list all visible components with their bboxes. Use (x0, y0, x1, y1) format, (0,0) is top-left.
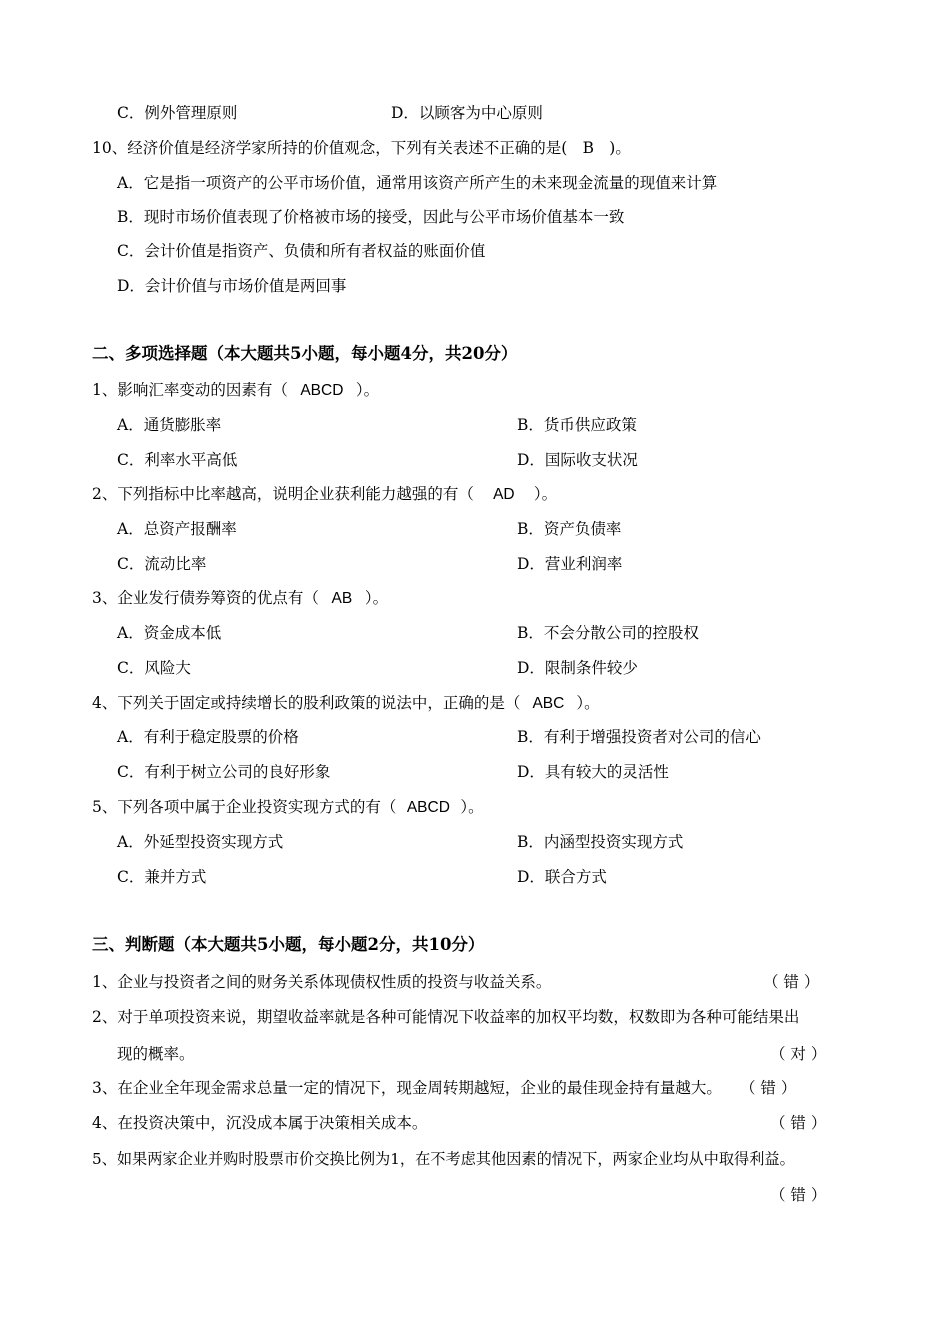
q10-option-a: A．它是指一项资产的公平市场价值，通常用该资产所产生的未来现金流量的现值来计算 (117, 174, 718, 192)
mc-q3-option-d: D．限制条件较少 (517, 659, 638, 677)
tf-q4-text: 4、在投资决策中，沉没成本属于决策相关成本。 (92, 1114, 428, 1132)
mc-q5-option-d: D．联合方式 (517, 868, 607, 886)
mc-q4-stem: 4、下列关于固定或持续增长的股利政策的说法中，正确的是（ ABC ）。 (92, 692, 600, 715)
mc-q5-stem: 5、下列各项中属于企业投资实现方式的有（ ABCD ）。 (92, 796, 484, 819)
mc-q5-option-a: A．外延型投资实现方式 (117, 833, 284, 851)
mc-q5-answer: ABCD (406, 799, 450, 816)
tf-q2-text: 2、对于单项投资来说，期望收益率就是各种可能情况下收益率的加权平均数，权数即为各种可能结果出 (92, 1008, 800, 1026)
q9-option-d: D．以顾客为中心原则 (391, 104, 543, 122)
mc-q3-stem: 3、企业发行债券筹资的优点有（ AB ）。 (92, 587, 388, 610)
tf-q1-mark: （ 错 ） (763, 973, 820, 991)
mc-q1-option-d: D．国际收支状况 (517, 451, 638, 469)
tf-q4-mark: （ 错 ） (770, 1114, 827, 1132)
mc-q2-stem: 2、下列指标中比率越高，说明企业获利能力越强的有（ AD ）。 (92, 483, 557, 506)
mc-q5-option-b: B．内涵型投资实现方式 (517, 833, 684, 851)
mc-q4-option-c: C．有利于树立公司的良好形象 (117, 763, 331, 781)
tf-q3-text: 3、在企业全年现金需求总量一定的情况下，现金周转期越短，企业的最佳现金持有量越大。 (92, 1079, 722, 1097)
q10-answer: B (582, 139, 594, 157)
mc-q1-stem: 1、影响汇率变动的因素有（ ABCD ）。 (92, 379, 379, 402)
mc-q2-option-d: D．营业利润率 (517, 555, 623, 573)
mc-q1-option-a: A．通货膨胀率 (117, 416, 222, 434)
q10-option-d: D．会计价值与市场价值是两回事 (117, 277, 347, 295)
mc-q4-option-d: D．具有较大的灵活性 (517, 763, 669, 781)
tf-q5-text: 5、如果两家企业并购时股票市价交换比例为1，在不考虑其他因素的情况下，两家企业均从中取得利益。 (92, 1150, 795, 1168)
mc-q2-option-c: C．流动比率 (117, 555, 207, 573)
mc-q4-option-a: A．有利于稳定股票的价格 (117, 728, 299, 746)
mc-q4-option-b: B．有利于增强投资者对公司的信心 (517, 728, 761, 746)
true-false-heading: 三、判断题（本大题共5小题，每小题2分，共10分） (92, 935, 485, 954)
mc-q2-option-b: B．资产负债率 (517, 520, 622, 538)
q10-option-c: C．会计价值是指资产、负债和所有者权益的账面价值 (117, 242, 486, 260)
tf-q3-mark: （ 错 ） (740, 1079, 797, 1097)
mc-q1-answer: ABCD (300, 382, 344, 399)
tf-q2-mark: （ 对 ） (770, 1045, 827, 1063)
q10-option-b: B．现时市场价值表现了价格被市场的接受，因此与公平市场价值基本一致 (117, 208, 625, 226)
tf-q5-mark: （ 错 ） (770, 1186, 827, 1204)
q10-stem: 10、经济价值是经济学家所持的价值观念，下列有关表述不正确的是( B )。 (92, 139, 631, 157)
multi-choice-heading: 二、多项选择题（本大题共5小题，每小题4分，共20分） (92, 344, 518, 363)
tf-q2-text-continued: 现的概率。 (117, 1045, 195, 1063)
q9-option-c: C．例外管理原则 (117, 104, 238, 122)
mc-q5-option-c: C．兼并方式 (117, 868, 207, 886)
mc-q2-option-a: A．总资产报酬率 (117, 520, 237, 538)
mc-q2-answer: AD (493, 486, 515, 503)
mc-q1-option-c: C．利率水平高低 (117, 451, 238, 469)
mc-q1-option-b: B．货币供应政策 (517, 416, 637, 434)
mc-q3-option-b: B．不会分散公司的控股权 (517, 624, 699, 642)
mc-q4-answer: ABC (532, 695, 565, 712)
tf-q1-text: 1、企业与投资者之间的财务关系体现债权性质的投资与收益关系。 (92, 973, 552, 991)
mc-q3-option-a: A．资金成本低 (117, 624, 222, 642)
mc-q3-option-c: C．风险大 (117, 659, 191, 677)
mc-q3-answer: AB (331, 590, 353, 607)
